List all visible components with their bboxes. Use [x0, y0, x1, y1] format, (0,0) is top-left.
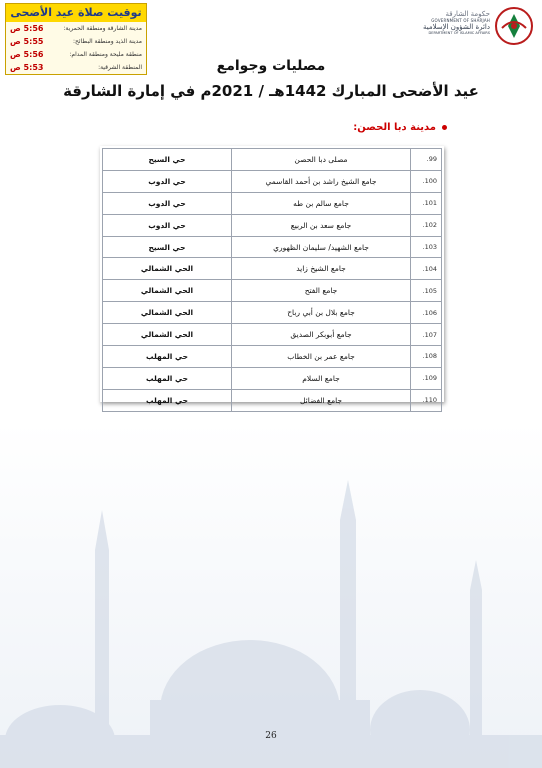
logo-line: DEPARTMENT OF ISLAMIC AFFAIRS — [428, 31, 490, 35]
cell-area: الحي الشمالي — [103, 324, 232, 346]
timing-row — [6, 35, 146, 48]
timing-label: مدينة الذيد ومنطقة البطائح: — [73, 38, 142, 45]
section-label: مدينة دبا الحصن: — [353, 122, 436, 133]
cell-name: مصلى دبا الحصن — [232, 149, 411, 171]
timing-time: 5:56 ص — [10, 50, 44, 59]
cell-name: جامع الشهيد/ سليمان الظهوري — [232, 236, 411, 258]
cell-num: 100. — [411, 170, 442, 192]
cell-name: جامع عمر بن الخطاب — [232, 346, 411, 368]
cell-name: جامع بلال بن أبي رباح — [232, 302, 411, 324]
section-heading — [353, 122, 447, 133]
table-row — [103, 149, 442, 171]
logo-line: دائرة الشؤون الإسلامية — [422, 23, 490, 31]
cell-area: الحي الشمالي — [103, 280, 232, 302]
cell-area: الحي الشمالي — [103, 302, 232, 324]
cell-num: 109. — [411, 367, 442, 389]
table-row — [103, 170, 442, 192]
cell-num: 108. — [411, 346, 442, 368]
cell-num: 102. — [411, 214, 442, 236]
cell-name: جامع السلام — [232, 367, 411, 389]
table-row — [103, 280, 442, 302]
cell-num: 105. — [411, 280, 442, 302]
cell-area: حي المهلب — [103, 346, 232, 368]
timing-title: توقيت صلاة عيد الأضحى — [6, 4, 146, 22]
cell-area: الحي الشمالي — [103, 258, 232, 280]
table-row — [103, 214, 442, 236]
table-row — [103, 302, 442, 324]
falcon-emblem-icon — [494, 6, 534, 46]
table-row — [103, 236, 442, 258]
cell-area: حي المهلب — [103, 367, 232, 389]
cell-area: حي السيح — [103, 236, 232, 258]
cell-num: 104. — [411, 258, 442, 280]
table-row — [103, 258, 442, 280]
timing-time: 5:53 ص — [10, 63, 44, 72]
cell-num: 106. — [411, 302, 442, 324]
logo-line: حكومة الشارقة — [445, 10, 490, 18]
cell-area: حي الدوب — [103, 170, 232, 192]
cell-num: 99. — [411, 149, 442, 171]
timing-label: مدينة الشارقة ومنطقة الحمرية: — [63, 25, 142, 32]
timing-time: 5:55 ص — [10, 37, 44, 46]
bullet-icon — [442, 125, 447, 130]
table-row — [103, 367, 442, 389]
logo-text — [398, 10, 490, 35]
page-subtitle: عيد الأضحى المبارك 1442هـ / 2021م في إمارة الشارقة — [63, 82, 479, 100]
cell-area: حي السيح — [103, 149, 232, 171]
page-number: 26 — [265, 731, 277, 741]
page-title: مصليات وجوامع — [216, 58, 326, 74]
mosques-table — [102, 148, 442, 412]
cell-name: جامع الفتح — [232, 280, 411, 302]
table-row — [103, 324, 442, 346]
cell-name: جامع أبوبكر الصديق — [232, 324, 411, 346]
timing-label: المنطقة الشرقية: — [98, 64, 142, 71]
cell-area: حي الدوب — [103, 192, 232, 214]
timing-row — [6, 22, 146, 35]
cell-num: 101. — [411, 192, 442, 214]
cell-area: حي الدوب — [103, 214, 232, 236]
table-row — [103, 192, 442, 214]
logo-line: GOVERNMENT OF SHARJAH — [431, 18, 490, 23]
cell-num: 107. — [411, 324, 442, 346]
cell-name: جامع الشيخ زايد — [232, 258, 411, 280]
mosque-silhouette-image — [0, 480, 542, 768]
cell-name: جامع سعد بن الربيع — [232, 214, 411, 236]
cell-name: جامع الشيخ راشد بن أحمد القاسمي — [232, 170, 411, 192]
cell-num: 103. — [411, 236, 442, 258]
mosques-table-container — [100, 146, 444, 405]
timing-time: 5:56 ص — [10, 24, 44, 33]
table-row — [103, 389, 442, 411]
table-row — [103, 346, 442, 368]
cell-name: جامع سالم بن طه — [232, 192, 411, 214]
cell-area: حي المهلب — [103, 389, 232, 411]
cell-num: 110. — [411, 389, 442, 411]
cell-name: جامع الفضائل — [232, 389, 411, 411]
sharjah-government-logo — [399, 6, 534, 50]
timing-label: منطقة مليحة ومنطقة المدام: — [69, 51, 142, 58]
